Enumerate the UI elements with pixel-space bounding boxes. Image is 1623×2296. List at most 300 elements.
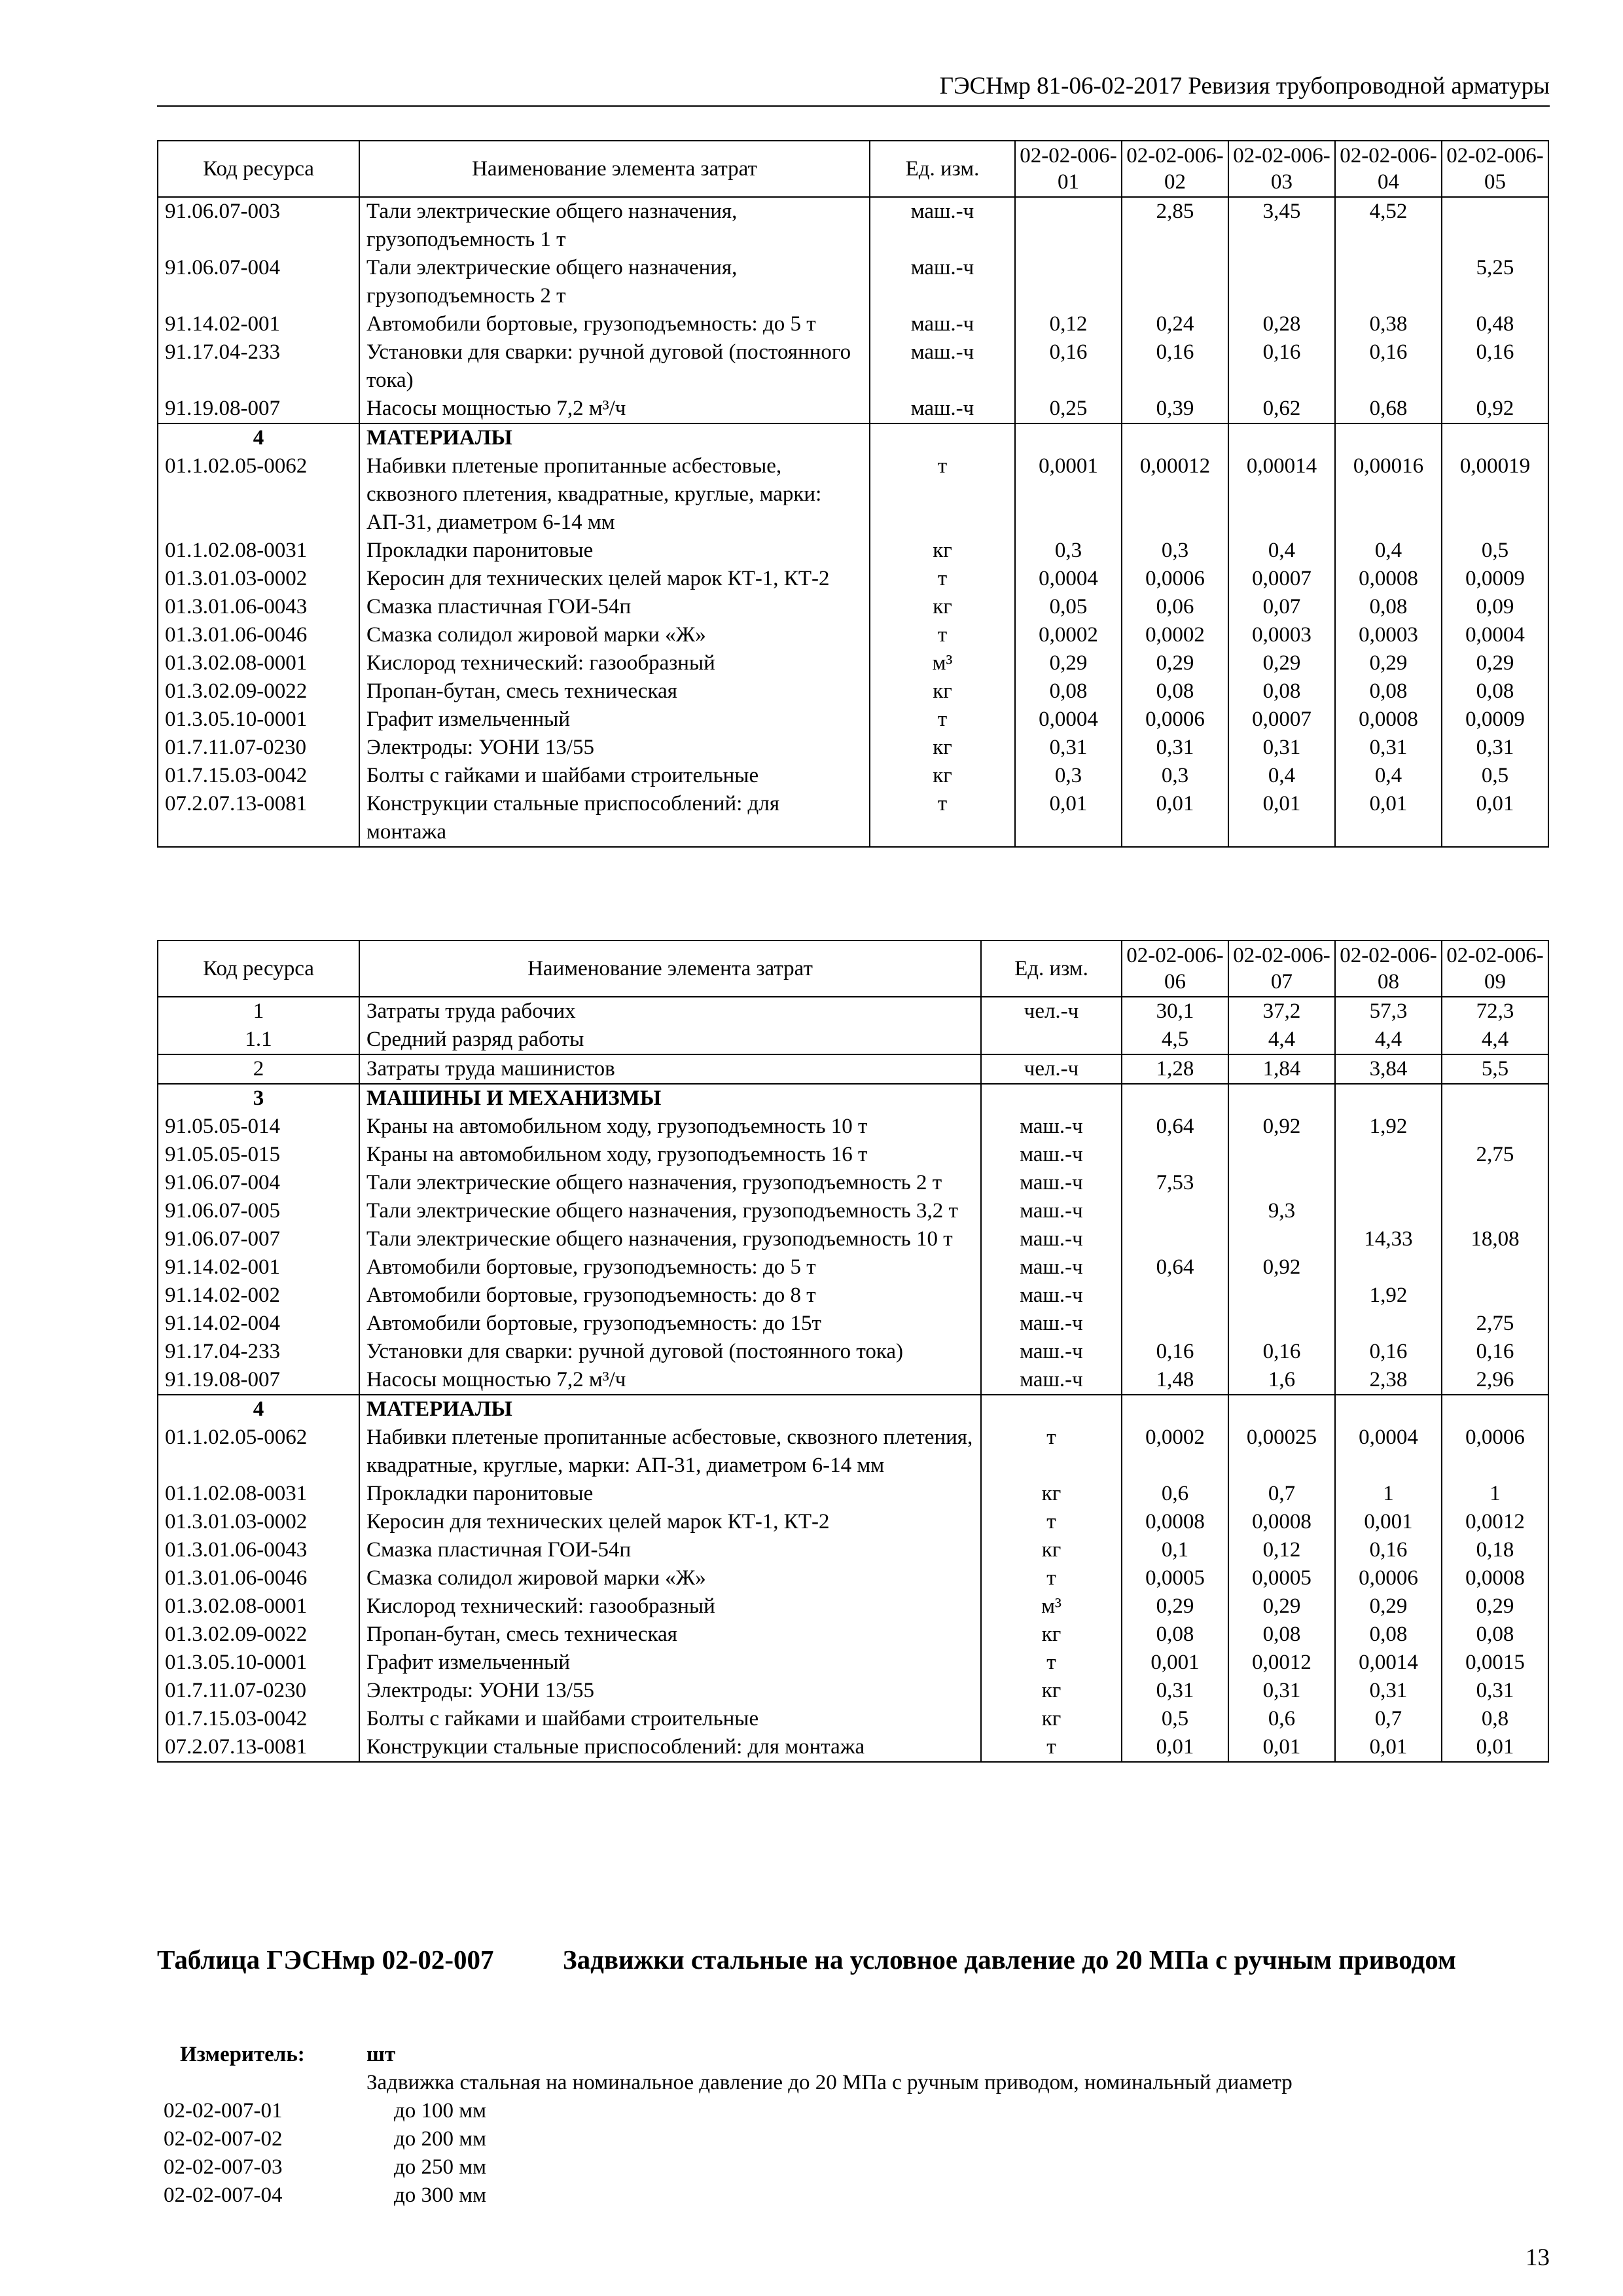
resource-code: 07.2.07.13-0081 xyxy=(158,790,359,847)
table-row xyxy=(158,706,1548,734)
norm-value: 0,01 xyxy=(1335,1733,1442,1762)
norm-value: 0,0007 xyxy=(1228,706,1335,734)
norm-value: 0,07 xyxy=(1228,593,1335,621)
resource-name: Конструкции стальные приспособлений: для монтажа xyxy=(359,1733,981,1762)
norm-value: 0,4 xyxy=(1335,762,1442,790)
norm-value: 5,5 xyxy=(1442,1054,1548,1084)
resource-unit: кг xyxy=(981,1536,1122,1564)
norm-value: 0,0002 xyxy=(1015,621,1122,649)
norm-value xyxy=(1122,1141,1228,1169)
norm-value: 37,2 xyxy=(1228,997,1335,1026)
norm-value: 0,29 xyxy=(1228,1592,1335,1621)
norm-value: 0,01 xyxy=(1442,1733,1548,1762)
resource-code: 01.3.05.10-0001 xyxy=(158,706,359,734)
table-row xyxy=(158,1338,1548,1366)
norm-value: 57,3 xyxy=(1335,997,1442,1026)
table-row xyxy=(158,997,1548,1026)
norm-value: 0,29 xyxy=(1442,1592,1548,1621)
norm-value: 0,00014 xyxy=(1228,452,1335,537)
resource-unit: кг xyxy=(981,1480,1122,1508)
norm-value xyxy=(1442,1282,1548,1310)
resource-name: МАТЕРИАЛЫ xyxy=(359,423,870,452)
norm-value xyxy=(1228,1225,1335,1253)
meter-item-code: 02-02-007-04 xyxy=(164,2183,283,2207)
resource-unit: маш.-ч xyxy=(981,1253,1122,1282)
norm-value xyxy=(1442,1084,1548,1113)
resource-unit: маш.-ч xyxy=(870,338,1015,395)
norm-value: 0,0003 xyxy=(1228,621,1335,649)
resource-unit: маш.-ч xyxy=(870,395,1015,423)
norm-value xyxy=(1122,1395,1228,1424)
norm-value: 0,001 xyxy=(1122,1649,1228,1677)
norm-value: 0,48 xyxy=(1442,310,1548,338)
column-header: 02-02-006-02 xyxy=(1122,141,1228,197)
resource-code: 2 xyxy=(158,1054,359,1084)
norm-value: 0,0008 xyxy=(1122,1508,1228,1536)
column-header: 02-02-006-08 xyxy=(1335,941,1442,997)
norm-value: 0,4 xyxy=(1228,537,1335,565)
norm-value: 0,16 xyxy=(1015,338,1122,395)
resource-code: 01.3.01.06-0043 xyxy=(158,593,359,621)
column-header: Ед. изм. xyxy=(870,141,1015,197)
table-row xyxy=(158,734,1548,762)
resource-code: 91.19.08-007 xyxy=(158,395,359,423)
resource-unit: маш.-ч xyxy=(981,1282,1122,1310)
norm-value: 0,0005 xyxy=(1228,1564,1335,1592)
resource-unit: т xyxy=(870,621,1015,649)
resource-name: Тали электрические общего назначения, грузоподъемность 2 т xyxy=(359,254,870,310)
norm-value: 14,33 xyxy=(1335,1225,1442,1253)
resource-code: 07.2.07.13-0081 xyxy=(158,1733,359,1762)
resource-name: Насосы мощностью 7,2 м³/ч xyxy=(359,1366,981,1395)
norm-value xyxy=(1335,254,1442,310)
resource-name: Прокладки паронитовые xyxy=(359,1480,981,1508)
norm-value: 0,0006 xyxy=(1122,565,1228,593)
norm-value: 1,84 xyxy=(1228,1054,1335,1084)
table-row xyxy=(158,1141,1548,1169)
resource-name: Смазка пластичная ГОИ-54п xyxy=(359,1536,981,1564)
resource-unit: т xyxy=(981,1564,1122,1592)
norm-value: 0,01 xyxy=(1335,790,1442,847)
norm-value: 0,08 xyxy=(1228,677,1335,706)
resource-code: 91.06.07-003 xyxy=(158,197,359,254)
resource-code: 91.05.05-014 xyxy=(158,1113,359,1141)
norm-value: 0,0006 xyxy=(1335,1564,1442,1592)
resource-name: Набивки плетеные пропитанные асбестовые, сквозного плетения, квадратные, круглые, марки: АП-31, диаметром 6-14 мм xyxy=(359,1424,981,1480)
norm-value: 0,18 xyxy=(1442,1536,1548,1564)
resource-unit: маш.-ч xyxy=(981,1310,1122,1338)
resource-table-2 xyxy=(157,940,1549,1763)
norm-value: 0,5 xyxy=(1122,1705,1228,1733)
norm-value: 0,00012 xyxy=(1122,452,1228,537)
norm-value xyxy=(1122,1197,1228,1225)
resource-unit: маш.-ч xyxy=(981,1197,1122,1225)
norm-value: 0,16 xyxy=(1228,338,1335,395)
norm-value: 0,31 xyxy=(1122,1677,1228,1705)
norm-value xyxy=(1015,197,1122,254)
table-row xyxy=(158,1310,1548,1338)
table-row xyxy=(158,1677,1548,1705)
table-row xyxy=(158,1649,1548,1677)
norm-value: 0,29 xyxy=(1122,1592,1228,1621)
table-row xyxy=(158,1282,1548,1310)
norm-value xyxy=(1442,1253,1548,1282)
table-row xyxy=(158,1480,1548,1508)
norm-value: 0,16 xyxy=(1335,1536,1442,1564)
table-row xyxy=(158,1564,1548,1592)
resource-name: Установки для сварки: ручной дуговой (постоянного тока) xyxy=(359,338,870,395)
resource-code: 91.17.04-233 xyxy=(158,338,359,395)
resource-name: Затраты труда машинистов xyxy=(359,1054,981,1084)
resource-unit xyxy=(981,1084,1122,1113)
norm-value xyxy=(1442,197,1548,254)
norm-value: 0,0002 xyxy=(1122,1424,1228,1480)
norm-value xyxy=(1335,1169,1442,1197)
resource-code: 91.14.02-001 xyxy=(158,1253,359,1282)
norm-value: 30,1 xyxy=(1122,997,1228,1026)
page-header: ГЭСНмр 81-06-02-2017 Ревизия трубопроводной арматуры xyxy=(157,72,1550,107)
norm-value: 0,1 xyxy=(1122,1536,1228,1564)
norm-value: 0,0008 xyxy=(1228,1508,1335,1536)
norm-value xyxy=(1442,1197,1548,1225)
resource-unit: маш.-ч xyxy=(981,1141,1122,1169)
norm-value: 0,001 xyxy=(1335,1508,1442,1536)
norm-value: 0,08 xyxy=(1335,593,1442,621)
norm-value: 0,0012 xyxy=(1228,1649,1335,1677)
resource-name: Болты с гайками и шайбами строительные xyxy=(359,762,870,790)
norm-value: 0,4 xyxy=(1228,762,1335,790)
meter-item-text: до 100 мм xyxy=(394,2099,487,2123)
resource-name: Тали электрические общего назначения, грузоподъемность 3,2 т xyxy=(359,1197,981,1225)
resource-code: 91.14.02-001 xyxy=(158,310,359,338)
resource-name: Кислород технический: газообразный xyxy=(359,1592,981,1621)
table-row xyxy=(158,452,1548,537)
resource-name: Краны на автомобильном ходу, грузоподъемность 10 т xyxy=(359,1113,981,1141)
resource-name: Смазка солидол жировой марки «Ж» xyxy=(359,1564,981,1592)
resource-unit: т xyxy=(870,706,1015,734)
norm-value xyxy=(1335,1395,1442,1424)
norm-value: 0,24 xyxy=(1122,310,1228,338)
column-header: Ед. изм. xyxy=(981,941,1122,997)
resource-name: Графит измельченный xyxy=(359,706,870,734)
norm-value: 0,00016 xyxy=(1335,452,1442,537)
norm-value xyxy=(1228,423,1335,452)
norm-value xyxy=(1122,1225,1228,1253)
norm-value: 0,5 xyxy=(1442,537,1548,565)
column-header: Наименование элемента затрат xyxy=(359,141,870,197)
norm-value: 4,52 xyxy=(1335,197,1442,254)
norm-value: 4,5 xyxy=(1122,1026,1228,1054)
norm-value xyxy=(1442,1169,1548,1197)
norm-value: 2,75 xyxy=(1442,1310,1548,1338)
resource-unit: кг xyxy=(870,762,1015,790)
resource-table-1 xyxy=(157,140,1549,848)
norm-value: 0,29 xyxy=(1015,649,1122,677)
norm-value: 0,29 xyxy=(1122,649,1228,677)
resource-code: 01.7.11.07-0230 xyxy=(158,734,359,762)
table-row xyxy=(158,1733,1548,1762)
norm-value: 0,29 xyxy=(1335,649,1442,677)
norm-value: 0,05 xyxy=(1015,593,1122,621)
resource-unit: т xyxy=(981,1733,1122,1762)
resource-name: Тали электрические общего назначения, грузоподъемность 1 т xyxy=(359,197,870,254)
norm-value: 0,4 xyxy=(1335,537,1442,565)
resource-unit: маш.-ч xyxy=(981,1338,1122,1366)
norm-value: 4,4 xyxy=(1335,1026,1442,1054)
norm-value: 0,01 xyxy=(1228,1733,1335,1762)
meter-unit: шт xyxy=(366,2043,396,2066)
table-row xyxy=(158,1197,1548,1225)
column-header: Наименование элемента затрат xyxy=(359,941,981,997)
resource-unit: кг xyxy=(870,593,1015,621)
norm-value: 0,8 xyxy=(1442,1705,1548,1733)
table-row xyxy=(158,1592,1548,1621)
resource-code: 1.1 xyxy=(158,1026,359,1054)
table-row xyxy=(158,338,1548,395)
resource-name: МАШИНЫ И МЕХАНИЗМЫ xyxy=(359,1084,981,1113)
resource-name: Краны на автомобильном ходу, грузоподъемность 16 т xyxy=(359,1141,981,1169)
norm-value: 0,31 xyxy=(1228,1677,1335,1705)
resource-code: 91.19.08-007 xyxy=(158,1366,359,1395)
resource-name: Установки для сварки: ручной дуговой (постоянного тока) xyxy=(359,1338,981,1366)
norm-value: 0,7 xyxy=(1335,1705,1442,1733)
table-id: Таблица ГЭСНмр 02-02-007 xyxy=(157,1945,494,1975)
norm-value: 1 xyxy=(1335,1480,1442,1508)
table-row xyxy=(158,790,1548,847)
resource-name: Автомобили бортовые, грузоподъемность: до 15т xyxy=(359,1310,981,1338)
meter-item-code: 02-02-007-01 xyxy=(164,2099,283,2123)
norm-value: 0,38 xyxy=(1335,310,1442,338)
norm-value: 0,16 xyxy=(1122,1338,1228,1366)
norm-value xyxy=(1122,254,1228,310)
norm-value: 4,4 xyxy=(1228,1026,1335,1054)
norm-value xyxy=(1335,423,1442,452)
norm-value: 0,16 xyxy=(1122,338,1228,395)
table-row xyxy=(158,649,1548,677)
norm-value: 0,01 xyxy=(1122,790,1228,847)
resource-unit: чел.-ч xyxy=(981,1054,1122,1084)
resource-code: 91.14.02-002 xyxy=(158,1282,359,1310)
norm-value xyxy=(1228,1141,1335,1169)
norm-value: 0,16 xyxy=(1442,338,1548,395)
norm-value: 0,0015 xyxy=(1442,1649,1548,1677)
norm-value: 0,7 xyxy=(1228,1480,1335,1508)
norm-value xyxy=(1228,1282,1335,1310)
table-row xyxy=(158,395,1548,423)
resource-unit: чел.-ч xyxy=(981,997,1122,1026)
resource-name: Керосин для технических целей марок КТ-1, КТ-2 xyxy=(359,1508,981,1536)
resource-name: Средний разряд работы xyxy=(359,1026,981,1054)
meter-item-text: до 300 мм xyxy=(394,2183,487,2207)
resource-name: Электроды: УОНИ 13/55 xyxy=(359,734,870,762)
resource-name: Пропан-бутан, смесь техническая xyxy=(359,1621,981,1649)
norm-value: 0,0003 xyxy=(1335,621,1442,649)
resource-name: Автомобили бортовые, грузоподъемность: до 5 т xyxy=(359,310,870,338)
resource-code: 01.3.02.08-0001 xyxy=(158,1592,359,1621)
resource-code: 01.3.01.03-0002 xyxy=(158,1508,359,1536)
resource-name: Пропан-бутан, смесь техническая xyxy=(359,677,870,706)
resource-code: 91.05.05-015 xyxy=(158,1141,359,1169)
resource-code: 91.06.07-004 xyxy=(158,1169,359,1197)
norm-value: 1,6 xyxy=(1228,1366,1335,1395)
table-row xyxy=(158,310,1548,338)
resource-unit: т xyxy=(870,565,1015,593)
norm-value: 4,4 xyxy=(1442,1026,1548,1054)
norm-value: 0,0009 xyxy=(1442,706,1548,734)
norm-value: 0,0007 xyxy=(1228,565,1335,593)
resource-unit xyxy=(981,1026,1122,1054)
column-header: 02-02-006-05 xyxy=(1442,141,1548,197)
norm-value: 2,96 xyxy=(1442,1366,1548,1395)
norm-value: 0,3 xyxy=(1122,537,1228,565)
norm-value: 0,92 xyxy=(1228,1253,1335,1282)
resource-code: 01.1.02.05-0062 xyxy=(158,452,359,537)
resource-name: Кислород технический: газообразный xyxy=(359,649,870,677)
norm-value: 0,62 xyxy=(1228,395,1335,423)
meter-description: Задвижка стальная на номинальное давление до 20 МПа с ручным приводом, номинальный диаметр xyxy=(366,2071,1293,2094)
resource-unit: т xyxy=(981,1424,1122,1480)
norm-value xyxy=(1335,1310,1442,1338)
resource-code: 01.3.02.09-0022 xyxy=(158,677,359,706)
norm-value: 0,16 xyxy=(1442,1338,1548,1366)
norm-value: 5,25 xyxy=(1442,254,1548,310)
column-header: 02-02-006-04 xyxy=(1335,141,1442,197)
norm-value: 0,08 xyxy=(1122,677,1228,706)
table-row xyxy=(158,621,1548,649)
resource-unit: м³ xyxy=(870,649,1015,677)
column-header: 02-02-006-06 xyxy=(1122,941,1228,997)
norm-value xyxy=(1228,1395,1335,1424)
resource-code: 01.7.15.03-0042 xyxy=(158,1705,359,1733)
norm-value: 0,29 xyxy=(1335,1592,1442,1621)
page-number: 13 xyxy=(1525,2244,1550,2271)
norm-value: 0,31 xyxy=(1442,734,1548,762)
resource-name: МАТЕРИАЛЫ xyxy=(359,1395,981,1424)
table-row xyxy=(158,1026,1548,1054)
norm-value: 9,3 xyxy=(1228,1197,1335,1225)
table-row xyxy=(158,1366,1548,1395)
norm-value: 0,0004 xyxy=(1015,706,1122,734)
norm-value: 0,92 xyxy=(1228,1113,1335,1141)
norm-value xyxy=(1015,254,1122,310)
norm-value xyxy=(1442,423,1548,452)
resource-name: Прокладки паронитовые xyxy=(359,537,870,565)
meter-item-text: до 250 мм xyxy=(394,2155,487,2179)
resource-name: Болты с гайками и шайбами строительные xyxy=(359,1705,981,1733)
resource-code: 91.14.02-004 xyxy=(158,1310,359,1338)
norm-value: 0,31 xyxy=(1015,734,1122,762)
table-row xyxy=(158,1253,1548,1282)
table-row xyxy=(158,1113,1548,1141)
resource-name: Тали электрические общего назначения, грузоподъемность 10 т xyxy=(359,1225,981,1253)
norm-value: 0,01 xyxy=(1122,1733,1228,1762)
resource-code: 01.3.01.06-0046 xyxy=(158,621,359,649)
norm-value: 0,0004 xyxy=(1442,621,1548,649)
section-row xyxy=(158,1395,1548,1424)
resource-name: Смазка пластичная ГОИ-54п xyxy=(359,593,870,621)
table-row xyxy=(158,565,1548,593)
norm-value: 0,0014 xyxy=(1335,1649,1442,1677)
norm-value: 18,08 xyxy=(1442,1225,1548,1253)
table-row xyxy=(158,593,1548,621)
resource-name: Набивки плетеные пропитанные асбестовые, сквозного плетения, квадратные, круглые, марки: АП-31, диаметром 6-14 мм xyxy=(359,452,870,537)
norm-value: 0,16 xyxy=(1335,1338,1442,1366)
norm-value: 0,09 xyxy=(1442,593,1548,621)
norm-value xyxy=(1228,1169,1335,1197)
norm-value xyxy=(1015,423,1122,452)
norm-value: 0,31 xyxy=(1442,1677,1548,1705)
table-row xyxy=(158,1508,1548,1536)
table-row xyxy=(158,1705,1548,1733)
norm-value: 0,01 xyxy=(1442,790,1548,847)
norm-value: 0,64 xyxy=(1122,1113,1228,1141)
resource-code: 01.3.01.03-0002 xyxy=(158,565,359,593)
meter-item-text: до 200 мм xyxy=(394,2127,487,2151)
norm-value: 0,0012 xyxy=(1442,1508,1548,1536)
norm-value: 0,16 xyxy=(1228,1338,1335,1366)
norm-value xyxy=(1335,1253,1442,1282)
norm-value xyxy=(1228,1310,1335,1338)
resource-code: 4 xyxy=(158,1395,359,1424)
table-row xyxy=(158,1621,1548,1649)
norm-value: 0,0004 xyxy=(1335,1424,1442,1480)
resource-code: 01.1.02.05-0062 xyxy=(158,1424,359,1480)
resource-code: 91.17.04-233 xyxy=(158,1338,359,1366)
norm-value: 0,0004 xyxy=(1015,565,1122,593)
resource-unit: маш.-ч xyxy=(981,1169,1122,1197)
resource-unit: т xyxy=(870,452,1015,537)
table-row xyxy=(158,762,1548,790)
norm-value: 7,53 xyxy=(1122,1169,1228,1197)
norm-value: 2,75 xyxy=(1442,1141,1548,1169)
resource-unit xyxy=(870,423,1015,452)
norm-value: 0,0002 xyxy=(1122,621,1228,649)
norm-value: 0,31 xyxy=(1228,734,1335,762)
column-header: 02-02-006-03 xyxy=(1228,141,1335,197)
resource-unit: кг xyxy=(981,1621,1122,1649)
norm-value: 0,08 xyxy=(1335,1621,1442,1649)
resource-code: 1 xyxy=(158,997,359,1026)
resource-code: 01.1.02.08-0031 xyxy=(158,1480,359,1508)
resource-code: 91.06.07-004 xyxy=(158,254,359,310)
resource-unit: маш.-ч xyxy=(981,1113,1122,1141)
norm-value: 0,92 xyxy=(1442,395,1548,423)
norm-value: 1,92 xyxy=(1335,1282,1442,1310)
norm-value: 1,48 xyxy=(1122,1366,1228,1395)
norm-value xyxy=(1335,1141,1442,1169)
meter-item-code: 02-02-007-03 xyxy=(164,2155,283,2179)
norm-value: 0,3 xyxy=(1122,762,1228,790)
norm-value: 0,6 xyxy=(1228,1705,1335,1733)
norm-value: 0,29 xyxy=(1442,649,1548,677)
resource-unit: маш.-ч xyxy=(870,197,1015,254)
resource-code: 01.3.02.09-0022 xyxy=(158,1621,359,1649)
resource-unit xyxy=(981,1395,1122,1424)
norm-value: 3,45 xyxy=(1228,197,1335,254)
norm-value: 2,38 xyxy=(1335,1366,1442,1395)
resource-name: Графит измельченный xyxy=(359,1649,981,1677)
resource-code: 91.06.07-005 xyxy=(158,1197,359,1225)
norm-value: 0,5 xyxy=(1442,762,1548,790)
resource-code: 01.3.01.06-0043 xyxy=(158,1536,359,1564)
norm-value: 0,08 xyxy=(1228,1621,1335,1649)
norm-value: 0,3 xyxy=(1015,537,1122,565)
norm-value xyxy=(1335,1197,1442,1225)
resource-code: 01.3.01.06-0046 xyxy=(158,1564,359,1592)
norm-value xyxy=(1122,1310,1228,1338)
norm-value: 0,31 xyxy=(1335,734,1442,762)
norm-value: 0,0008 xyxy=(1442,1564,1548,1592)
